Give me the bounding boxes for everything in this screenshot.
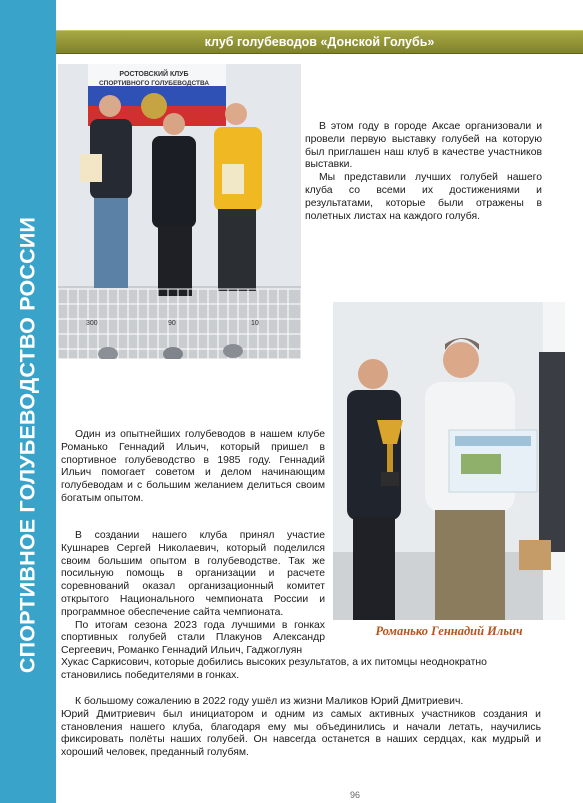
diploma-right — [222, 164, 244, 194]
certificate-image — [461, 454, 501, 474]
trophy-base — [381, 472, 399, 486]
photo-caption: Романько Геннадий Ильич — [375, 624, 523, 638]
person-middle-head — [163, 113, 185, 135]
sidebar — [0, 0, 56, 803]
sidebar-title: СПОРТИВНОЕ ГОЛУБЕВОДСТВО РОССИИ — [15, 216, 40, 674]
header-bar — [56, 30, 583, 54]
person-middle-pants — [158, 226, 192, 296]
emblem — [141, 93, 167, 119]
header-title: клуб голубеводов «Донской Голубь» — [204, 35, 435, 49]
paragraph: В создании нашего клуба принял участие Кушнарев Сергей Николаевич, который поделился своим большим опытом в голубеводстве. Так же посильную помощь в организации и расчете соревнований оказал организационный комитет открытого Национального чемпионата России и программное обеспечение сайта чемпионата. — [61, 530, 325, 618]
young-man-pants — [353, 517, 395, 620]
paragraph: Юрий Дмитриевич был инициатором и одним из самых активных участников создания и становления нашего клуба, благодаря ему мы объединились и начали летать, научились фиксировать полёты наших голубей. Он навсегда останется в наших сердцах, как мудрый и хороший человек, преданный голубям. — [61, 708, 541, 759]
hanging-coat — [539, 352, 565, 552]
cage-label-1: 300 — [86, 320, 98, 327]
cage-label-2: 90 — [168, 320, 176, 327]
older-man-head — [443, 342, 479, 378]
paragraph: Мы представили лучших голубей нашего клуба со всеми их достижениями и результатами, которые были отражены в полетных листах на каждого голубя. — [305, 172, 542, 222]
text-block-winners — [61, 657, 541, 683]
text-block-memorial — [61, 696, 541, 760]
person-right-pants — [218, 209, 256, 291]
paragraph: Хукас Саркисович, которые добились высоких результатов, а их питомцы неоднократно становились победителями в гонках. — [61, 657, 487, 681]
text-block-romanko — [61, 429, 325, 506]
text-block-founders — [61, 530, 325, 658]
cardboard-box — [519, 540, 551, 570]
paragraph: К большому сожалению в 2022 году ушёл из жизни Маликов Юрий Дмитриевич. — [75, 696, 464, 707]
banner-line1: РОСТОВСКИЙ КЛУБ — [119, 71, 189, 78]
pigeon-3 — [223, 344, 243, 358]
trophy-stem — [387, 444, 393, 472]
person-left-head — [99, 95, 121, 117]
romanko-photo-illustration — [333, 302, 565, 620]
romanko-photo — [333, 302, 565, 620]
exhibition-photo-illustration — [58, 64, 301, 359]
page-number: 96 — [350, 790, 361, 800]
person-right-head — [225, 103, 247, 125]
text-block-exhibition — [305, 121, 542, 223]
older-man-pants — [435, 510, 505, 620]
banner-line2: СПОРТИВНОГО ГОЛУБЕВОДСТВА — [98, 80, 210, 87]
diploma-left — [80, 154, 102, 182]
paragraph: В этом году в городе Аксае организовали и провели первую выставку голубей на которую был приглашен наш клуб в качестве участников выставки. — [305, 121, 542, 171]
young-man-head — [358, 359, 388, 389]
exhibition-photo — [58, 64, 301, 359]
paragraph: Один из опытнейших голубеводов в нашем клубе Романько Геннадий Ильич, который пришел в спортивное голубеводство в 1985 году. Геннадий Ильич помогает советом и делом начинающим голубеводам и с большим желанием делиться своим богатым опытом. — [61, 429, 325, 504]
cage-label-3: 10 — [251, 320, 259, 327]
certificate-header — [455, 436, 531, 446]
paragraph: По итогам сезона 2023 года лучшими в гонках спортивных голубей стали Плакунов Александр Сергеевич, Романко Геннадий Ильич, Гаджоглуян — [61, 619, 325, 657]
person-middle-jacket — [152, 136, 196, 228]
person-left-jeans — [94, 198, 128, 288]
